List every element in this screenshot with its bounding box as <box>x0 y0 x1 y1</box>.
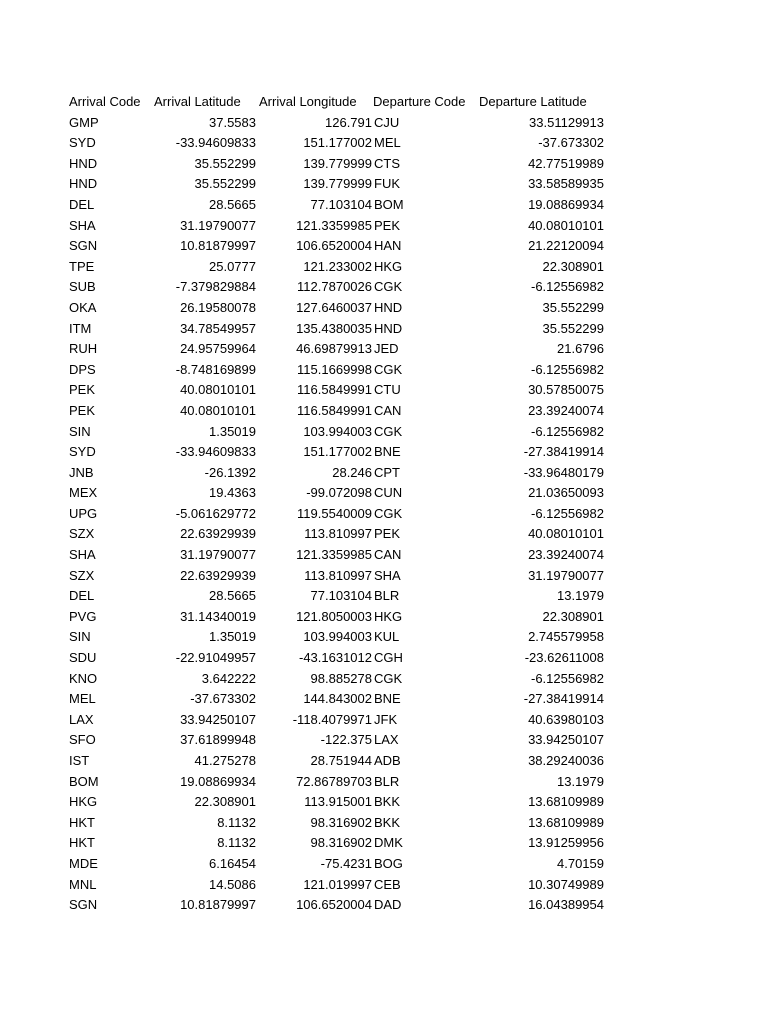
header-row <box>0 92 768 113</box>
cell-arrival-longitude: 121.233002 <box>303 258 372 274</box>
cell-arrival-latitude: -5.061629772 <box>175 505 256 521</box>
cell-arrival-code: MNL <box>69 876 97 892</box>
cell-departure-code: BLR <box>374 588 400 604</box>
cell-departure-code: HAN <box>374 238 402 254</box>
cell-arrival-longitude: 77.103104 <box>310 588 372 604</box>
cell-arrival-code: HKT <box>69 835 95 851</box>
table-row <box>0 895 768 916</box>
cell-departure-code: SHA <box>374 567 401 583</box>
cell-arrival-latitude: 37.5583 <box>209 114 256 130</box>
header-arrival-longitude: Arrival Longitude <box>259 94 357 109</box>
table-body <box>0 113 768 916</box>
table-row <box>0 463 768 484</box>
table-row <box>0 257 768 278</box>
cell-arrival-longitude: 144.843002 <box>303 691 372 707</box>
cell-arrival-latitude: 28.5665 <box>209 588 256 604</box>
cell-departure-latitude: 13.68109989 <box>528 794 604 810</box>
cell-arrival-longitude: 135.4380035 <box>296 320 372 336</box>
cell-arrival-code: SYD <box>69 444 96 460</box>
cell-arrival-latitude: -26.1392 <box>204 464 256 480</box>
cell-arrival-latitude: 1.35019 <box>209 629 256 645</box>
cell-arrival-latitude: -33.94609833 <box>175 444 256 460</box>
cell-arrival-code: PVG <box>69 608 97 624</box>
cell-arrival-latitude: 40.08010101 <box>180 382 256 398</box>
cell-departure-code: HND <box>374 320 403 336</box>
cell-arrival-latitude: 22.63929939 <box>180 567 256 583</box>
cell-arrival-latitude: 8.1132 <box>217 814 256 830</box>
cell-arrival-longitude: 103.994003 <box>303 629 372 645</box>
cell-departure-code: CTU <box>374 382 401 398</box>
cell-arrival-code: SUB <box>69 279 96 295</box>
cell-arrival-code: BOM <box>69 773 99 789</box>
cell-departure-code: HKG <box>374 608 403 624</box>
header-arrival-code: Arrival Code <box>69 94 141 109</box>
cell-arrival-latitude: 40.08010101 <box>180 402 256 418</box>
cell-arrival-latitude: 33.94250107 <box>180 711 256 727</box>
cell-departure-latitude: -27.38419914 <box>523 691 604 707</box>
cell-arrival-latitude: 31.19790077 <box>180 547 256 563</box>
cell-arrival-latitude: -22.91049957 <box>175 650 256 666</box>
cell-departure-latitude: 38.29240036 <box>528 753 604 768</box>
cell-departure-code: CAN <box>374 547 402 563</box>
cell-arrival-longitude: 46.69879913 <box>296 341 372 357</box>
table-row <box>0 607 768 628</box>
cell-arrival-longitude: 121.3359985 <box>296 547 372 563</box>
cell-departure-code: BLR <box>374 773 400 789</box>
cell-departure-code: CGK <box>374 279 403 295</box>
cell-arrival-latitude: 26.19580078 <box>180 299 256 315</box>
table-row <box>0 483 768 504</box>
cell-departure-code: BKK <box>374 794 401 810</box>
table-row <box>0 648 768 669</box>
cell-arrival-longitude: 151.177002 <box>303 135 372 151</box>
cell-arrival-longitude: -99.072098 <box>306 485 372 501</box>
cell-departure-latitude: -6.12556982 <box>530 361 604 377</box>
cell-arrival-latitude: 41.275278 <box>194 753 256 768</box>
cell-arrival-code: MEX <box>69 485 98 501</box>
table-row <box>0 813 768 834</box>
cell-arrival-code: SIN <box>69 629 91 645</box>
table-row <box>0 339 768 360</box>
cell-arrival-longitude: 113.810997 <box>304 567 372 583</box>
table-row <box>0 360 768 381</box>
cell-arrival-code: SFO <box>69 732 96 748</box>
cell-arrival-longitude: 112.7870026 <box>297 279 372 295</box>
cell-arrival-code: KNO <box>69 670 98 686</box>
table-row <box>0 751 768 772</box>
table-row <box>0 422 768 443</box>
cell-arrival-latitude: -33.94609833 <box>175 135 256 151</box>
cell-departure-code: CEB <box>374 876 401 892</box>
spreadsheet-table <box>0 92 768 916</box>
cell-departure-code: CJU <box>374 114 400 130</box>
cell-departure-latitude: 35.552299 <box>542 299 604 315</box>
cell-arrival-code: MDE <box>69 855 98 871</box>
table-row <box>0 236 768 257</box>
table-row <box>0 154 768 175</box>
table-row <box>0 566 768 587</box>
cell-arrival-longitude: 98.885278 <box>310 670 372 686</box>
cell-departure-code: BNE <box>374 691 401 707</box>
cell-arrival-longitude: 139.779999 <box>303 155 372 171</box>
cell-arrival-longitude: 28.246 <box>332 464 372 480</box>
cell-departure-latitude: 2.745579958 <box>528 629 604 645</box>
cell-departure-latitude: 21.22120094 <box>528 238 604 254</box>
cell-arrival-longitude: 119.5540009 <box>297 505 372 521</box>
cell-arrival-longitude: 106.6520004 <box>296 238 372 254</box>
cell-departure-latitude: -6.12556982 <box>530 670 604 686</box>
table-row <box>0 319 768 340</box>
cell-arrival-latitude: 6.16454 <box>209 855 256 871</box>
table-row <box>0 545 768 566</box>
cell-arrival-latitude: 22.308901 <box>194 794 256 810</box>
cell-arrival-longitude: 116.5849991 <box>297 382 372 398</box>
cell-departure-code: CTS <box>374 155 400 171</box>
table-row <box>0 380 768 401</box>
table-row <box>0 669 768 690</box>
cell-arrival-code: DEL <box>69 196 95 212</box>
cell-departure-code: DAD <box>374 897 402 913</box>
cell-arrival-code: PEK <box>69 382 96 398</box>
cell-departure-latitude: 40.63980103 <box>528 711 604 727</box>
cell-arrival-code: SYD <box>69 135 96 151</box>
cell-departure-code: CGK <box>374 423 403 439</box>
cell-arrival-latitude: 10.81879997 <box>180 897 256 913</box>
cell-arrival-longitude: 126.791 <box>325 114 372 130</box>
table-row <box>0 854 768 875</box>
cell-arrival-longitude: 77.103104 <box>310 196 372 212</box>
cell-departure-latitude: 35.552299 <box>542 320 604 336</box>
cell-arrival-longitude: 113.915001 <box>304 794 372 810</box>
cell-arrival-latitude: -8.748169899 <box>175 361 256 377</box>
cell-departure-code: CGK <box>374 361 403 377</box>
cell-arrival-code: MEL <box>69 691 96 707</box>
cell-departure-code: HND <box>374 299 403 315</box>
cell-arrival-code: HND <box>69 155 98 171</box>
cell-departure-latitude: 33.94250107 <box>528 732 604 748</box>
cell-departure-code: CGK <box>374 505 403 521</box>
cell-departure-code: BKK <box>374 814 401 830</box>
cell-arrival-code: JNB <box>69 464 94 480</box>
cell-arrival-longitude: 98.316902 <box>310 835 372 851</box>
cell-arrival-latitude: 10.81879997 <box>180 238 256 254</box>
cell-arrival-latitude: 8.1132 <box>217 835 256 851</box>
cell-arrival-longitude: 127.6460037 <box>296 299 372 315</box>
table-row <box>0 442 768 463</box>
cell-arrival-longitude: -43.1631012 <box>298 650 372 666</box>
table-row <box>0 216 768 237</box>
cell-arrival-longitude: -122.375 <box>320 732 372 748</box>
table-row <box>0 195 768 216</box>
cell-departure-latitude: 33.51129913 <box>529 114 604 130</box>
header-departure-latitude: Departure Latitude <box>479 94 587 109</box>
cell-arrival-latitude: 22.63929939 <box>180 526 256 542</box>
cell-arrival-code: SHA <box>69 217 96 233</box>
cell-arrival-code: HKG <box>69 794 98 810</box>
cell-arrival-latitude: 19.08869934 <box>180 773 256 789</box>
cell-arrival-code: DPS <box>69 361 96 377</box>
cell-arrival-code: OKA <box>69 299 97 315</box>
cell-departure-latitude: 21.03650093 <box>528 485 604 501</box>
cell-departure-latitude: -6.12556982 <box>530 279 604 295</box>
cell-arrival-latitude: -7.379829884 <box>175 279 256 295</box>
cell-departure-code: CUN <box>374 485 403 501</box>
table-row <box>0 627 768 648</box>
cell-departure-code: BOM <box>374 196 404 212</box>
cell-departure-latitude: 23.39240074 <box>528 547 604 563</box>
cell-departure-code: CGK <box>374 670 403 686</box>
cell-departure-latitude: -6.12556982 <box>530 505 604 521</box>
table-row <box>0 504 768 525</box>
cell-departure-code: KUL <box>374 629 400 645</box>
table-row <box>0 113 768 134</box>
cell-arrival-latitude: 19.4363 <box>209 485 256 501</box>
table-row <box>0 277 768 298</box>
table-row <box>0 524 768 545</box>
cell-departure-code: FUK <box>374 176 400 192</box>
header-arrival-latitude: Arrival Latitude <box>154 94 241 109</box>
cell-arrival-longitude: 72.86789703 <box>296 773 372 789</box>
cell-departure-code: LAX <box>374 732 399 748</box>
cell-arrival-code: HKT <box>69 814 95 830</box>
cell-arrival-code: SDU <box>69 650 97 666</box>
cell-arrival-latitude: 35.552299 <box>194 176 256 192</box>
cell-arrival-latitude: 14.5086 <box>209 876 256 892</box>
cell-arrival-latitude: 24.95759964 <box>180 341 256 357</box>
cell-arrival-latitude: 28.5665 <box>209 196 256 212</box>
cell-departure-code: JFK <box>374 711 398 727</box>
cell-arrival-latitude: 25.0777 <box>209 258 256 274</box>
cell-departure-code: JED <box>374 341 399 357</box>
cell-departure-latitude: 22.308901 <box>542 258 604 274</box>
cell-departure-latitude: 13.68109989 <box>528 814 604 830</box>
cell-arrival-latitude: 1.35019 <box>209 423 256 439</box>
cell-departure-latitude: 42.77519989 <box>528 155 604 171</box>
cell-arrival-longitude: 106.6520004 <box>296 897 372 913</box>
cell-departure-latitude: -6.12556982 <box>530 423 604 439</box>
cell-departure-code: CGH <box>374 650 403 666</box>
cell-departure-latitude: 10.30749989 <box>528 876 604 892</box>
table-row <box>0 689 768 710</box>
cell-arrival-longitude: 121.8050003 <box>296 608 372 624</box>
cell-departure-latitude: 19.08869934 <box>528 196 604 212</box>
cell-departure-latitude: 13.91259956 <box>528 835 604 851</box>
cell-departure-latitude: 16.04389954 <box>528 897 604 913</box>
cell-departure-code: HKG <box>374 258 403 274</box>
cell-arrival-longitude: 113.810997 <box>304 526 372 542</box>
cell-departure-latitude: 40.08010101 <box>528 217 604 233</box>
cell-arrival-code: SGN <box>69 897 98 913</box>
cell-arrival-code: SZX <box>69 526 95 542</box>
cell-departure-latitude: 33.58589935 <box>528 176 604 192</box>
cell-departure-latitude: 21.6796 <box>557 341 604 357</box>
cell-arrival-longitude: 121.3359985 <box>296 217 372 233</box>
cell-arrival-code: ITM <box>69 320 92 336</box>
cell-arrival-code: SHA <box>69 547 96 563</box>
cell-departure-latitude: -37.673302 <box>538 135 604 151</box>
table-row <box>0 710 768 731</box>
table-row <box>0 792 768 813</box>
header-departure-code: Departure Code <box>373 94 466 109</box>
cell-arrival-code: SIN <box>69 423 91 439</box>
cell-arrival-code: LAX <box>69 711 94 727</box>
cell-arrival-longitude: 115.1669998 <box>297 361 372 377</box>
cell-arrival-code: TPE <box>69 258 95 274</box>
cell-arrival-code: IST <box>69 753 90 768</box>
cell-departure-latitude: 23.39240074 <box>528 402 604 418</box>
cell-arrival-longitude: -75.4231 <box>320 855 372 871</box>
cell-departure-code: PEK <box>374 526 401 542</box>
cell-departure-latitude: -27.38419914 <box>523 444 604 460</box>
cell-departure-code: CAN <box>374 402 402 418</box>
cell-arrival-code: PEK <box>69 402 96 418</box>
cell-departure-code: BOG <box>374 855 403 871</box>
cell-departure-latitude: 31.19790077 <box>528 567 604 583</box>
cell-departure-latitude: -33.96480179 <box>523 464 604 480</box>
table-row <box>0 730 768 751</box>
cell-arrival-latitude: 35.552299 <box>194 155 256 171</box>
table-row <box>0 833 768 854</box>
table-row <box>0 772 768 793</box>
cell-arrival-longitude: 151.177002 <box>303 444 372 460</box>
cell-departure-latitude: 13.1979 <box>557 773 604 789</box>
cell-departure-latitude: 4.70159 <box>557 855 604 871</box>
cell-arrival-longitude: 103.994003 <box>303 423 372 439</box>
cell-arrival-latitude: 34.78549957 <box>180 320 256 336</box>
cell-arrival-code: RUH <box>69 341 98 357</box>
cell-departure-code: ADB <box>374 753 401 768</box>
cell-arrival-latitude: 37.61899948 <box>180 732 256 748</box>
cell-arrival-code: SGN <box>69 238 98 254</box>
cell-arrival-code: HND <box>69 176 98 192</box>
cell-arrival-latitude: 3.642222 <box>201 670 256 686</box>
cell-arrival-longitude: 116.5849991 <box>297 402 372 418</box>
cell-departure-code: DMK <box>374 835 403 851</box>
table-row <box>0 298 768 319</box>
cell-arrival-longitude: -118.4079971 <box>292 711 372 727</box>
table-row <box>0 875 768 896</box>
cell-departure-code: CPT <box>374 464 400 480</box>
cell-departure-code: PEK <box>374 217 401 233</box>
cell-departure-code: MEL <box>374 135 401 151</box>
cell-arrival-latitude: 31.19790077 <box>180 217 256 233</box>
cell-departure-latitude: 22.308901 <box>542 608 604 624</box>
cell-departure-latitude: 13.1979 <box>557 588 604 604</box>
cell-arrival-longitude: 28.751944 <box>310 753 372 768</box>
table-row <box>0 174 768 195</box>
cell-arrival-latitude: 31.14340019 <box>180 608 256 624</box>
cell-departure-latitude: 40.08010101 <box>528 526 604 542</box>
cell-arrival-longitude: 98.316902 <box>310 814 372 830</box>
cell-arrival-code: GMP <box>69 114 99 130</box>
cell-departure-code: BNE <box>374 444 401 460</box>
cell-arrival-longitude: 121.019997 <box>303 876 372 892</box>
cell-arrival-code: DEL <box>69 588 95 604</box>
cell-arrival-longitude: 139.779999 <box>303 176 372 192</box>
table-row <box>0 133 768 154</box>
cell-departure-latitude: 30.57850075 <box>528 382 604 398</box>
cell-arrival-latitude: -37.673302 <box>190 691 256 707</box>
cell-arrival-code: SZX <box>69 567 95 583</box>
cell-departure-latitude: -23.62611008 <box>524 650 604 666</box>
table-row <box>0 586 768 607</box>
table-row <box>0 401 768 422</box>
cell-arrival-code: UPG <box>69 505 98 521</box>
